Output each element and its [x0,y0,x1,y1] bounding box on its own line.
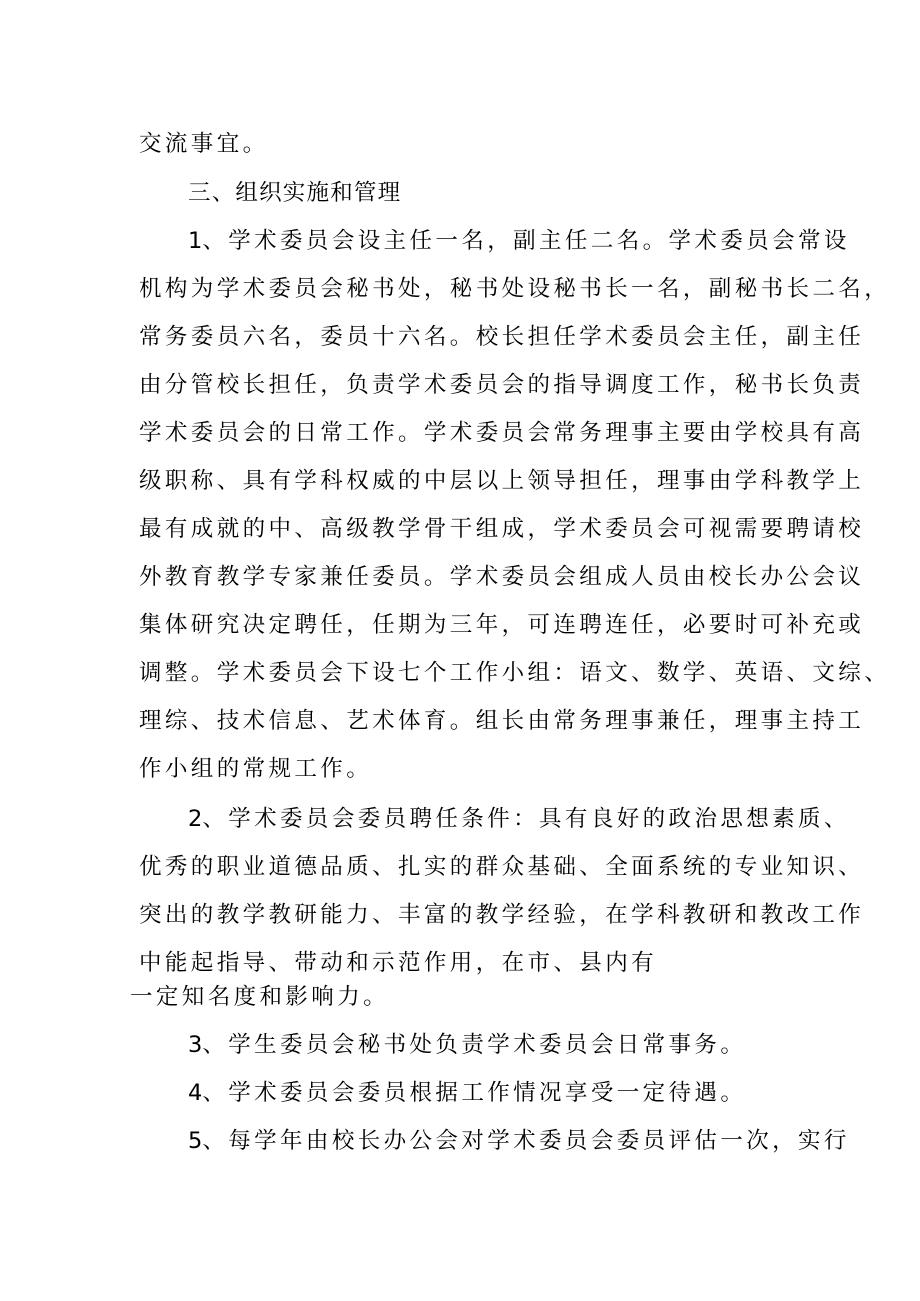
paragraph-line: 作小组的常规工作。 [139,756,373,782]
line-text: 、学术委员会设主任一名，副主任二名。学术委员会常设 [202,228,850,254]
paragraph-line: 级职称、具有学科权威的中层以上领导担任，理事由学科教学上 [139,468,865,494]
paragraph-line: 由分管校长担任，负责学术委员会的指导调度工作，秘书长负责 [139,372,865,398]
paragraph-3 [188,1030,746,1060]
item-number: 3 [188,1032,203,1058]
paragraph-line: 机构为学术委员会秘书处，秘书处设秘书长一名，副秘书长二名， [139,276,891,302]
paragraph-line: 理综、技术信息、艺术体育。组长由常务理事兼任，理事主持工 [139,708,865,734]
paragraph-line: 学术委员会的日常工作。学术委员会常务理事主要由学校具有高 [139,420,865,446]
line-text: 、学术委员会委员聘任条件：具有良好的政治思想素质、 [202,806,850,832]
paragraph-line: 中能起指导、带动和示范作用，在市、县内有 [139,950,658,976]
paragraph-line: 一定知名度和影响力。 [130,984,390,1010]
paragraph-line [188,804,850,834]
paragraph-line [188,226,850,256]
section-heading: 三、组织实施和管理 [188,180,402,206]
paragraph-line: 外教育教学专家兼任委员。学术委员会组成人员由校长办公会议 [139,564,865,590]
item-number: 4 [188,1080,203,1106]
paragraph-line: 突出的教学教研能力、丰富的教学经验，在学科教研和教改工作 [139,902,865,928]
item-number: 5 [188,1128,203,1154]
paragraph-line: 调整。学术委员会下设七个工作小组：语文、数学、英语、文综、 [139,660,891,686]
paragraph-line: 优秀的职业道德品质、扎实的群众基础、全面系统的专业知识、 [139,854,865,880]
item-number: 1 [188,228,203,254]
continuation-line: 交流事宜。 [139,131,269,157]
item-number: 2 [188,806,203,832]
paragraph-line: 最有成就的中、高级教学骨干组成，学术委员会可视需要聘请校 [139,516,865,542]
paragraph-line: 集体研究决定聘任，任期为三年，可连聘连任，必要时可补充或 [139,612,865,638]
line-text: 、学生委员会秘书处负责学术委员会日常事务。 [202,1032,747,1058]
line-text: 、每学年由校长办公会对学术委员会委员评估一次，实行 [202,1128,850,1154]
paragraph-4 [188,1078,746,1108]
paragraph-line: 常务委员六名，委员十六名。校长担任学术委员会主任，副主任 [139,324,865,350]
paragraph-5 [188,1126,850,1156]
line-text: 、学术委员会委员根据工作情况享受一定待遇。 [202,1080,747,1106]
